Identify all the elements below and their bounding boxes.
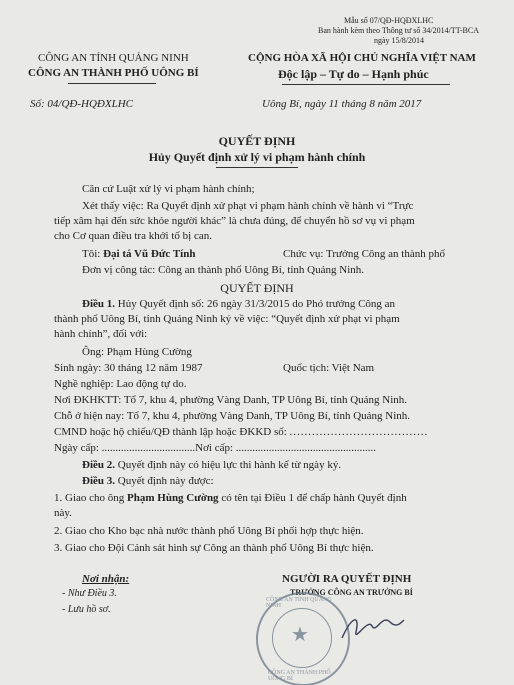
person-job: Nghề nghiệp: Lao động tự do. xyxy=(54,378,187,390)
article-1-label: Điều 1. xyxy=(82,298,115,310)
issue-date-label: Ngày cấp: xyxy=(54,442,102,454)
header-nation: CỘNG HÒA XÃ HỘI CHỦ NGHĨA VIỆT NAM xyxy=(248,52,476,64)
recipients-label: Nơi nhận: xyxy=(82,573,130,585)
article-3-label: Điều 3. xyxy=(82,475,115,487)
delivery-2: 2. Giao cho Kho bạc nhà nước thành phố Uông Bí phối hợp thực hiện. xyxy=(54,525,364,537)
person-registered-address: Nơi ĐKHKTT: Tổ 7, khu 4, phường Vàng Danh, TP Uông Bí, tỉnh Quảng Ninh. xyxy=(54,394,408,406)
signer-name: Đại tá Vũ Đức Tính xyxy=(103,248,196,260)
decide-heading: QUYẾT ĐỊNH xyxy=(220,281,294,295)
signer-line xyxy=(82,248,195,260)
article-1-text: Hủy Quyết định số: 26 ngày 31/3/2015 do Phó trưởng Công an xyxy=(115,298,396,310)
person-dob: Sinh ngày: 30 tháng 12 năm 1987 xyxy=(54,362,203,374)
star-icon: ★ xyxy=(291,624,309,646)
signer-title: NGƯỜI RA QUYẾT ĐỊNH xyxy=(282,573,412,585)
form-note-line3: ngày 15/8/2014 xyxy=(374,36,424,45)
recipient-2: - Lưu hồ sơ. xyxy=(62,604,111,615)
handwritten-signature xyxy=(338,608,408,648)
header-right-rule xyxy=(282,84,450,85)
id-line: CMND hoặc hộ chiếu/QĐ thành lập hoặc ĐKKD số: ..................................... xyxy=(54,426,429,438)
delivery-1-suffix: có tên tại Điều 1 để chấp hành Quyết định xyxy=(218,492,407,504)
article-3-text: Quyết định này được: xyxy=(115,475,214,487)
reason-line2: tiếp xâm hại đến sức khỏe người khác” là chưa đúng, để chuyển hồ sơ vụ vi phạm xyxy=(54,215,415,227)
doc-title: QUYẾT ĐỊNH xyxy=(218,134,296,148)
signer-position: Chức vụ: Trưởng Công an thành phố xyxy=(283,248,445,260)
signer-label: Tôi: xyxy=(82,248,104,260)
person-current-address: Chỗ ở hiện nay: Tổ 7, khu 4, phường Vàng Danh, TP Uông Bí, tỉnh Quảng Ninh. xyxy=(54,410,411,422)
delivery-1-line1 xyxy=(54,492,407,504)
header-motto: Độc lập – Tự do – Hạnh phúc xyxy=(278,67,429,81)
article-2-text: Quyết định này có hiệu lực thi hành kể từ ngày ký. xyxy=(115,459,342,471)
person-nationality: Quốc tịch: Việt Nam xyxy=(283,362,375,374)
delivery-3: 3. Giao cho Đội Cảnh sát hình sự Công an thành phố Uông Bí thực hiện. xyxy=(54,542,374,554)
issue-place-label: Nơi cấp: xyxy=(195,442,236,454)
header-agency-parent: CÔNG AN TỈNH QUẢNG NINH xyxy=(38,52,189,64)
article-2 xyxy=(82,459,341,471)
form-note-line2: Ban hành kèm theo Thông tư số 34/2014/TT-BCA xyxy=(318,26,479,35)
issue-line: Ngày cấp: ..................................Nơi cấp: ................................................... xyxy=(54,442,377,454)
place-date: Uông Bí, ngày 11 tháng 8 năm 2017 xyxy=(262,98,422,110)
article-2-label: Điều 2. xyxy=(82,459,115,471)
header-left-rule xyxy=(68,83,156,84)
reason-line3: cho Cơ quan điều tra khởi tố bị can. xyxy=(54,230,212,242)
subtitle-rule xyxy=(216,167,298,168)
form-note-line1: Mẫu số 07/QĐ-HQĐXLHC xyxy=(344,16,434,25)
delivery-1-prefix: 1. Giao cho ông xyxy=(54,492,128,504)
id-label: CMND hoặc hộ chiếu/QĐ thành lập hoặc ĐKKD số: xyxy=(54,426,290,438)
doc-number: Số: 04/QĐ-HQĐXLHC xyxy=(30,98,133,110)
article-1-line3: hành chính”, đối với: xyxy=(54,328,148,340)
article-1-line1 xyxy=(82,298,395,310)
header-agency: CÔNG AN THÀNH PHỐ UÔNG BÍ xyxy=(28,67,199,79)
delivery-1-line2: này. xyxy=(54,507,72,519)
signer-unit: Đơn vị công tác: Công an thành phố Uông Bí, tỉnh Quảng Ninh. xyxy=(82,264,365,276)
doc-subtitle: Hủy Quyết định xử lý vi phạm hành chính xyxy=(148,150,366,164)
official-seal: CÔNG AN TỈNH QUẢNG NINH ★ CÔNG AN THÀNH PHỐ UÔNG BÍ xyxy=(256,592,350,685)
signer-subtitle: TRƯỞNG CÔNG AN TRƯỞNG BÍ xyxy=(290,588,413,597)
article-1-line2: thành phố Uông Bí, tỉnh Quảng Ninh ký về việc: “Quyết định xử phạt vi phạm xyxy=(54,313,400,325)
article-3 xyxy=(82,475,214,487)
recipient-1: - Như Điều 3. xyxy=(62,588,117,599)
delivery-1-name: Phạm Hùng Cường xyxy=(127,492,219,504)
legal-basis: Căn cứ Luật xử lý vi phạm hành chính; xyxy=(82,183,255,195)
person-name: Ông: Phạm Hùng Cường xyxy=(82,346,192,358)
reason-line1: Xét thấy việc: Ra Quyết định xử phạt vi phạm hành chính về hành vi “Trực xyxy=(82,200,414,212)
